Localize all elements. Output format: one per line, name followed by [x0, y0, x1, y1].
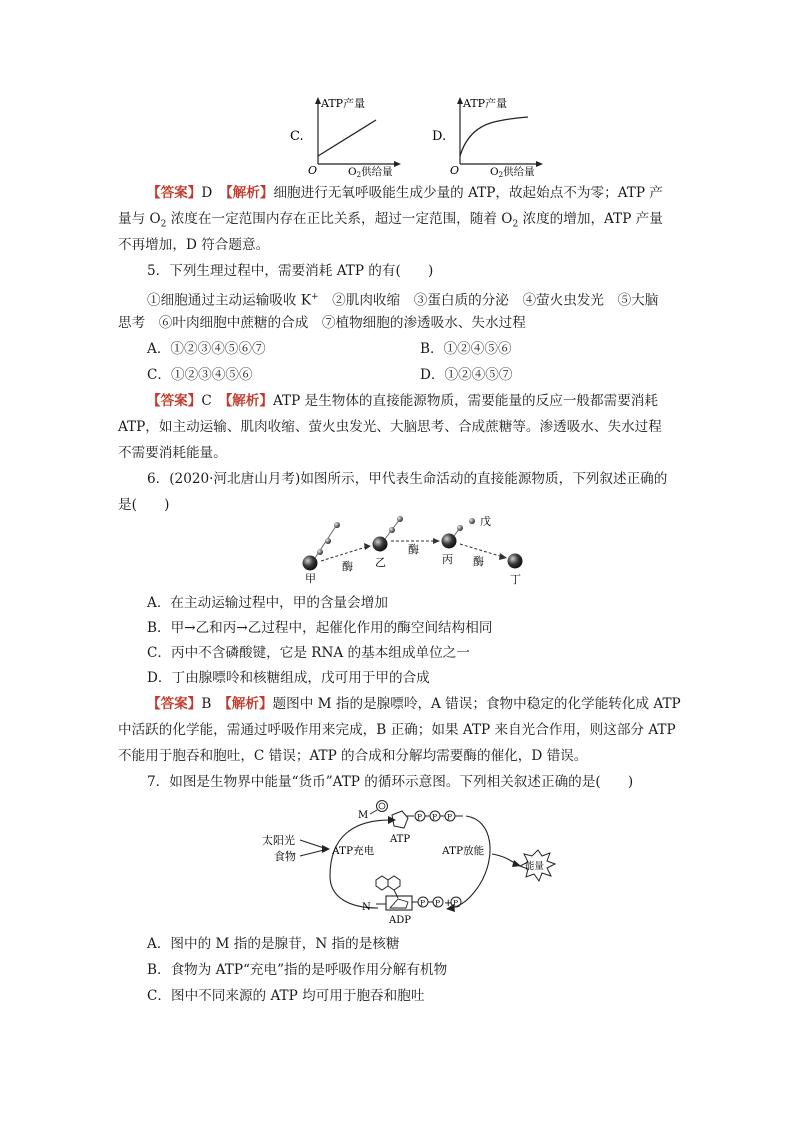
yi-label: 乙	[375, 556, 386, 569]
q6-explanation-line3: 不能用于胞吞和胞吐，C 错误；ATP 的合成和分解均需要酶的催化，D 错误。	[118, 748, 588, 764]
graph-c-x-arrow	[394, 161, 401, 167]
graph-c-xlabel: O2供给量	[348, 166, 393, 178]
q5-option-d: D．①②④⑤⑦	[420, 367, 513, 383]
graph-c-ylabel: ATP产量	[321, 97, 366, 110]
svg-text:P: P	[417, 812, 423, 822]
svg-text:P: P	[447, 812, 453, 822]
graph-d-xlabel: O2供给量	[490, 166, 535, 178]
wu-label: 戊	[480, 515, 491, 528]
q7-stem: 7．如图是生物界中能量“货币”ATP 的循环示意图。下列相关叙述正确的是( )	[147, 774, 634, 790]
q6-stem-line1: 6．(2020·河北唐山月考)如图所示，甲代表生命活动的直接能源物质，下列叙述正确的	[147, 471, 668, 487]
svg-text:P: P	[435, 898, 441, 908]
q7-option-b: B．食物为 ATP“充电”指的是呼吸作用分解有机物	[147, 962, 448, 978]
q7-atp-cycle-diagram	[258, 798, 558, 928]
q5-option-c: C．①②③④⑤⑥	[147, 367, 253, 383]
plus-sign: +	[444, 898, 453, 909]
q6-option-d: D．丁由腺嘌呤和核糖组成，戊可用于甲的合成	[147, 670, 430, 686]
q6-stem-line2: 是( )	[118, 497, 170, 513]
enzyme-label-1: 酶	[342, 560, 353, 573]
q6-explanation-line2: 中活跃的化学能，需通过呼吸作用来完成，B 正确；如果 ATP 来自光合作用，则这部分 ATP	[118, 722, 676, 738]
q5-answer-line1: 【答案】C 【解析】ATP 是生物体的直接能源物质，需要能量的反应一般都需要消耗	[147, 393, 658, 409]
q4-explanation-line1: 细胞进行无氧呼吸能生成少量的 ATP，故起始点不为零；ATP 产	[273, 185, 663, 201]
sunlight-label: 太阳光	[262, 834, 295, 847]
svg-text:P: P	[432, 812, 438, 822]
enzyme-label-2: 酶	[408, 543, 419, 556]
atp-label: ATP	[390, 834, 411, 845]
enzyme-label-3: 酶	[473, 555, 484, 568]
q5-items-line1: ①细胞通过主动运输吸收 K+ ②肌肉收缩 ③蛋白质的分泌 ④萤火虫发光 ⑤大脑	[147, 292, 659, 309]
atp-charge-label: ATP充电	[332, 845, 375, 857]
q4-explanation-tag: 【解析】	[225, 185, 274, 201]
q7-option-c: C．图中不同来源的 ATP 均可用于胞吞和胞吐	[147, 988, 425, 1004]
graph-d-ylabel: ATP产量	[463, 97, 508, 110]
cycle-right-arc	[452, 816, 490, 908]
q5-explanation-line3: 不需要消耗能量。	[118, 445, 227, 461]
graph-c-option-label: C.	[290, 129, 304, 144]
bing-label: 丙	[442, 553, 453, 566]
energy-label: 能量	[525, 861, 545, 872]
ding-label: 丁	[510, 573, 521, 586]
q4-answer-tag: 【答案】	[147, 185, 202, 201]
m-label: M	[358, 810, 369, 821]
adp-label: ADP	[389, 915, 411, 926]
graph-d	[432, 96, 547, 178]
q5-items-line2: 思考 ⑥叶肉细胞中蔗糖的合成 ⑦植物细胞的渗透吸水、失水过程	[118, 315, 526, 331]
graph-c	[290, 96, 405, 178]
q6-option-c: C．丙中不含磷酸键，它是 RNA 的基本组成单位之一	[147, 645, 470, 661]
graph-c-curve	[318, 120, 376, 156]
q5-option-a: A．①②③④⑤⑥⑦	[147, 341, 266, 357]
q4-explanation-line2: 量与 $O_2$ 浓度在一定范围内存在正比关系，超过一定范围，随着 $O_2$ 浓度的增加，ATP 产量	[118, 211, 663, 230]
q4-answer-line1	[147, 183, 663, 203]
atp-discharge-label: ATP放能	[442, 845, 485, 857]
graph-c-origin: O	[308, 164, 318, 177]
graph-d-option-label: D.	[432, 129, 447, 144]
n-label: N	[362, 902, 371, 913]
food-label: 食物	[274, 850, 296, 863]
wu-molecule	[469, 518, 475, 524]
q6-option-b: B．甲→乙和丙→乙过程中，起催化作用的酶空间结构相同	[147, 620, 493, 636]
q7-option-a: A．图中的 M 指的是腺苷，N 指的是核糖	[147, 936, 400, 952]
ding-molecule	[508, 554, 523, 569]
graph-d-x-arrow	[536, 161, 543, 167]
q4-answer-value: D	[201, 185, 213, 201]
svg-text:P: P	[453, 898, 459, 908]
q5-explanation-line2: ATP，如主动运输、肌肉收缩、萤火虫发光、大脑思考、合成蔗糖等。渗透吸水、失水过程	[118, 419, 662, 435]
cycle-lower-arc	[330, 876, 378, 908]
q5-stem: 5．下列生理过程中，需要消耗 ATP 的有( )	[147, 263, 434, 279]
jia-label: 甲	[305, 572, 316, 585]
q6-answer-line1: 【答案】B 【解析】题图中 M 指的是腺嘌呤，A 错误；食物中稳定的化学能转化成 ATP	[147, 696, 681, 712]
q4-explanation-line3: 不再增加，D 符合题意。	[118, 237, 270, 253]
graph-d-origin: O	[450, 164, 460, 177]
q5-option-b: B．①②④⑤⑥	[420, 341, 512, 357]
q6-diagram	[292, 513, 532, 587]
graph-d-curve	[460, 117, 528, 156]
svg-text:P: P	[420, 898, 426, 908]
q6-option-a: A．在主动运输过程中，甲的含量会增加	[147, 595, 388, 611]
